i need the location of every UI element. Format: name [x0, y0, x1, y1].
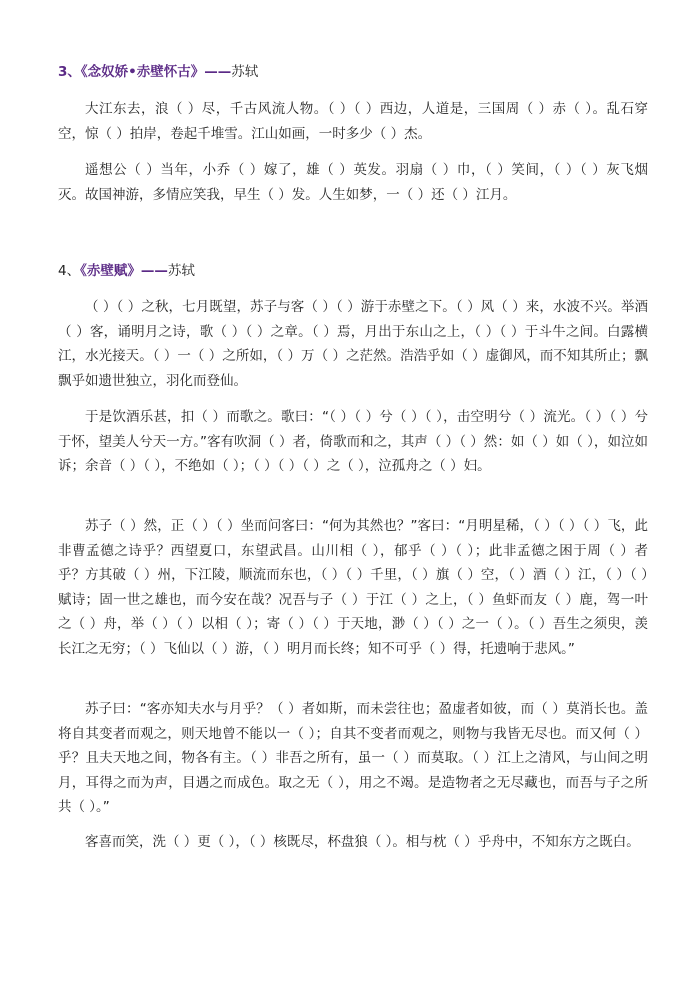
section-heading-nian-nu-jiao: [58, 63, 258, 81]
title-dash: ——: [140, 263, 168, 279]
poem-paragraph: 大江东去，浪（ ）尽，千古风流人物。（ ）（ ）西边，人道是，三国周（ ）赤（ ）。乱石穿空，惊（ ）拍岸，卷起千堆雪。江山如画，一时多少（ ）杰。: [58, 101, 648, 142]
poem-paragraph: 遥想公（ ）当年，小乔（ ）嫁了，雄（ ）英发。羽扇（ ）巾，（ ）笑间，（ ）（ ）灰飞烟灭。故国神游，多情应笑我，早生（ ）发。人生如梦，一（ ）还（ ）江月。: [58, 162, 648, 203]
essay-paragraph: 苏子（ ）然，正（ ）（ ）坐而问客曰：“何为其然也？”客曰：“月明星稀，（ ）（ ）（ ）飞，此非曹孟德之诗乎？西望夏口，东望武昌。山川相（ ），郁乎（ ）（ ）；此非孟德之困于周（ ）者乎？方其破（ ）州，下江陵，顺流而东也，（ ）（ ）千里，（ ）旗（ ）空，（ ）酒（ ）江，（ ）（ ）赋诗；固一世之雄也，而今安在哉？况吾与子（ ）于江（ ）之上，（ ）鱼虾而友（ ）鹿，驾一叶之（ ）舟，举（ ）（ ）以相（ ）；寄（ ）（ ）于天地，渺（ ）（ ）之一（ ）。（ ）吾生之须臾，羡长江之无穷；（ ）飞仙以（ ）游，（ ）明月而长终；知不可乎（ ）得，托遗响于悲风。”: [58, 518, 648, 657]
essay-paragraph: 于是饮酒乐甚，扣（ ）而歌之。歌曰：“（ ）（ ）兮（ ）（ ），击空明兮（ ）流光。（ ）（ ）兮于怀，望美人兮天一方。”客有吹洞（ ）者，倚歌而和之，其声（ ）（ ）然：如（ ）如（ ），如泣如诉；余音（ ）（ ），不绝如（ ）；（ ）（ ）（ ）之（ ），泣孤舟之（ ）妇。: [58, 409, 648, 474]
essay-paragraph: 苏子曰：“客亦知夫水与月乎？（ ）者如斯，而未尝往也；盈虚者如彼，而（ ）莫消长也。盖将自其变者而观之，则天地曾不能以一（ ）；自其不变者而观之，则物与我皆无尽也。而又何（ ）乎？且夫天地之间，物各有主。（ ）非吾之所有，虽一（ ）而莫取。（ ）江上之清风，与山间之明月，耳得之而为声，目遇之而成色。取之无（ ），用之不竭。是造物者之无尽藏也，而吾与子之所共（ ）。”: [58, 701, 648, 815]
poem-title: 《念奴娇•赤壁怀古》: [80, 64, 205, 80]
essay-paragraph: （ ）（ ）之秋，七月既望，苏子与客（ ）（ ）游于赤壁之下。（ ）风（ ）来，水波不兴。举酒（ ）客，诵明月之诗，歌（ ）（ ）之章。（ ）焉，月出于东山之上，（ ）（ ）于斗牛之间。白露横江，水光接天。（ ）一（ ）之所如，（ ）万（ ）之茫然。浩浩乎如（ ）虚御风，而不知其所止；飘飘乎如遗世独立，羽化而登仙。: [58, 299, 648, 389]
essay-paragraph: 客喜而笑，洗（ ）更（ ），（ ）核既尽，杯盘狼（ ）。相与枕（ ）乎舟中，不知东方之既白。: [85, 834, 640, 850]
section-number: 4、: [58, 263, 81, 279]
poem-author: 苏轼: [231, 64, 259, 80]
section-heading-chi-bi-fu: [58, 262, 195, 280]
title-dash: ——: [204, 64, 232, 80]
section-number: 3、: [58, 64, 81, 80]
essay-author: 苏轼: [167, 263, 195, 279]
essay-title: 《赤壁赋》: [80, 263, 141, 279]
